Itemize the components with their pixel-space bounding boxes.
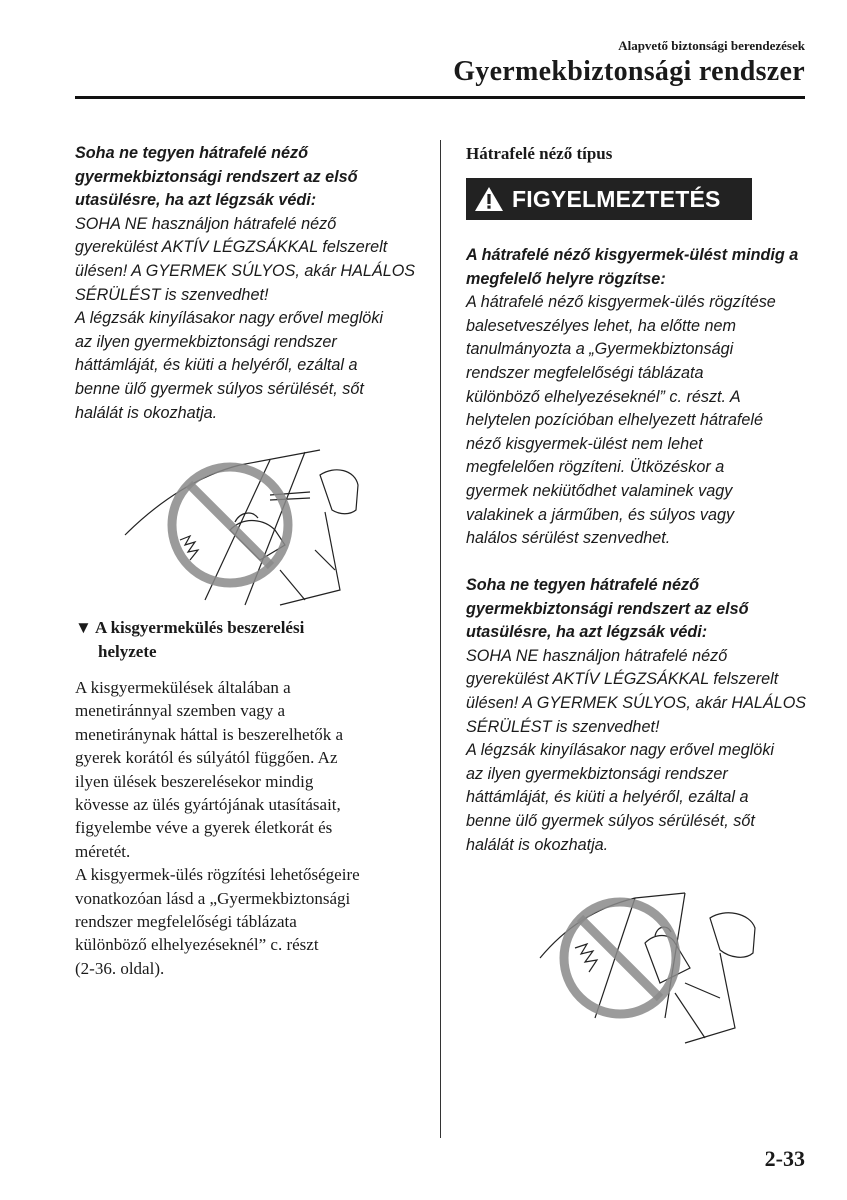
- warning-heading-line: utasülésre, ha azt légzsák védi:: [75, 191, 317, 210]
- body-line: kövesse az ülés gyártójának utasításait,: [75, 795, 341, 815]
- prohibition-circle-icon: [564, 902, 676, 1014]
- body-line: menetiránynak háttal is beszerelhetők a: [75, 724, 344, 744]
- airbag-prohibition-illustration-side: [535, 888, 775, 1048]
- warning-line: halálát is okozhatja.: [75, 403, 218, 422]
- block1-line: valakinek a járműben, és súlyos vagy: [466, 505, 735, 524]
- block2-heading-line: utasülésre, ha azt légzsák védi:: [466, 623, 708, 642]
- left-warning: [75, 142, 425, 425]
- body-line: gyerek korától és súlyától függően. Az: [75, 748, 338, 768]
- body-line: különböző elhelyezéseknél” c. részt: [75, 935, 319, 955]
- warning-heading-line: gyermekbiztonsági rendszert az első: [75, 167, 358, 186]
- block2-heading-line: Soha ne tegyen hátrafelé néző: [466, 576, 699, 594]
- warning-line: SÉRÜLÉST is szenvedhet!: [75, 285, 269, 304]
- right-heading: Hátrafelé néző típus: [466, 144, 613, 163]
- body-text: [75, 676, 425, 980]
- header-rule: [75, 96, 805, 99]
- block2-line: gyerekülést AKTÍV LÉGZSÁKKAL felszerelt: [466, 670, 779, 689]
- block1-heading-line: megfelelő helyre rögzítse:: [466, 269, 666, 288]
- block1-line: A hátrafelé néző kisgyermek-ülés rögzítése: [466, 293, 776, 312]
- header-section: Alapvető biztonsági berendezések: [618, 38, 805, 53]
- block1-line: megfelelően rögzíteni. Ütközéskor a: [466, 458, 725, 477]
- page-title: Gyermekbiztonsági rendszer: [453, 56, 805, 87]
- block2-line: az ilyen gyermekbiztonsági rendszer: [466, 764, 728, 783]
- block2-line: háttámláját, és kiüti a helyéről, ezáltal a: [466, 788, 749, 807]
- block1-line: különböző elhelyezéseknél” c. részt. A: [466, 387, 741, 406]
- body-line: vonatkozóan lásd a „Gyermekbiztonsági: [75, 888, 351, 908]
- warning-label: FIGYELMEZTETÉS: [512, 185, 721, 212]
- body-line: menetiránnyal szemben vagy a: [75, 701, 286, 721]
- right-warning-block-2: [466, 574, 811, 857]
- block1-line: néző kisgyermek-ülést nem lehet: [466, 434, 703, 453]
- page-number: 2-33: [764, 1146, 805, 1171]
- right-column-top: [466, 142, 811, 220]
- triangle-down-icon: ▼: [75, 618, 92, 637]
- block2-line: halálát is okozhatja.: [466, 835, 609, 854]
- prohibition-circle-icon: [172, 467, 288, 583]
- warning-line: A légzsák kinyílásakor nagy erővel meglöki: [75, 309, 384, 328]
- subsection-title-line: A kisgyermekülés beszerelési: [95, 618, 305, 637]
- warning-line: SOHA NE használjon hátrafelé néző: [75, 214, 337, 233]
- warning-line: ülésen! A GYERMEK SÚLYOS, akár HALÁLOS: [75, 261, 416, 280]
- block2-line: SOHA NE használjon hátrafelé néző: [466, 646, 728, 665]
- warning-line: benne ülő gyermek súlyos sérülését, sőt: [75, 379, 364, 398]
- warning-heading-line: Soha ne tegyen hátrafelé néző: [75, 144, 308, 162]
- block2-line: benne ülő gyermek súlyos sérülését, sőt: [466, 811, 755, 830]
- warning-banner: [466, 178, 752, 220]
- airbag-prohibition-illustration: [120, 440, 370, 610]
- subsection-heading: [75, 616, 405, 664]
- block1-heading-line: A hátrafelé néző kisgyermek-ülést mindig a: [466, 246, 799, 264]
- warning-line: gyerekülést AKTÍV LÉGZSÁKKAL felszerelt: [75, 238, 388, 257]
- body-line: figyelembe véve a gyerek életkorát és: [75, 818, 333, 838]
- subsection-title-line: helyzete: [98, 642, 157, 661]
- block2-line: SÉRÜLÉST is szenvedhet!: [466, 717, 660, 736]
- body-line: rendszer megfelelőségi táblázata: [75, 912, 297, 932]
- warning-line: háttámláját, és kiüti a helyéről, ezáltal a: [75, 356, 358, 375]
- body-line: ilyen ülések beszerelésekor mindig: [75, 771, 314, 791]
- warning-line: az ilyen gyermekbiztonsági rendszer: [75, 332, 337, 351]
- right-warning-block-1: [466, 244, 811, 551]
- block1-line: gyermek nekiütődhet valaminek vagy: [466, 481, 733, 500]
- block1-line: helytelen pozícióban elhelyezett hátrafelé: [466, 411, 763, 430]
- body-line: (2-36. oldal).: [75, 958, 165, 978]
- body-line: méretét.: [75, 841, 131, 861]
- warning-triangle-icon: [466, 186, 512, 212]
- block1-line: balesetveszélyes lehet, ha előtte nem: [466, 316, 736, 335]
- block1-line: tanulmányozta a „Gyermekbiztonsági: [466, 340, 734, 359]
- body-line: A kisgyermek-ülés rögzítési lehetőségeire: [75, 865, 360, 885]
- body-line: A kisgyermekülések általában a: [75, 678, 291, 697]
- column-divider: [440, 140, 441, 1138]
- block2-heading-line: gyermekbiztonsági rendszert az első: [466, 599, 749, 618]
- block2-line: A légzsák kinyílásakor nagy erővel meglöki: [466, 741, 775, 760]
- block1-line: rendszer megfelelőségi táblázata: [466, 363, 704, 382]
- block1-line: halálos sérülést szenvedhet.: [466, 529, 671, 548]
- block2-line: ülésen! A GYERMEK SÚLYOS, akár HALÁLOS: [466, 693, 807, 712]
